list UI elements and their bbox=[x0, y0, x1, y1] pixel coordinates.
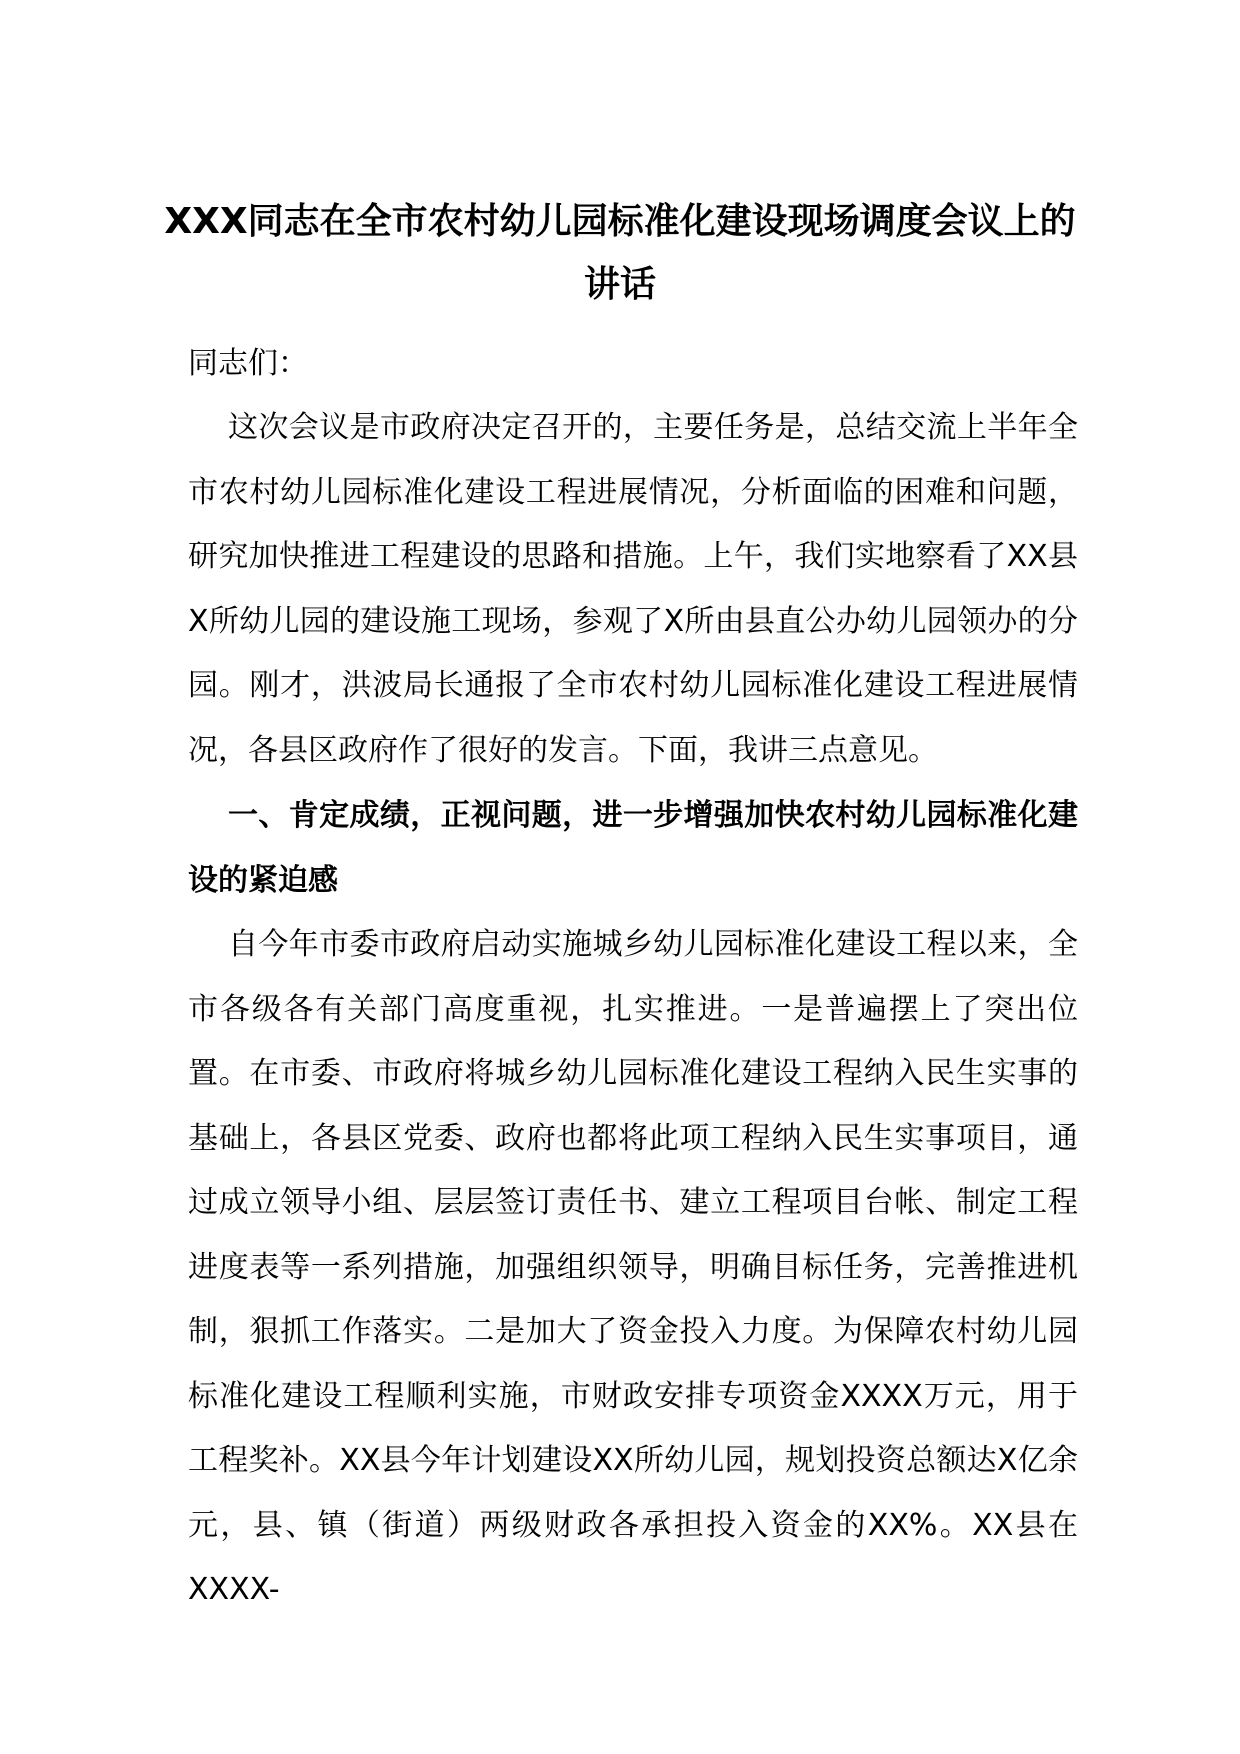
paragraph-intro: 这次会议是市政府决定召开的，主要任务是，总结交流上半年全市农村幼儿园标准化建设工程进展情况，分析面临的困难和问题，研究加快推进工程建设的思路和措施。上午，我们实地察看了XX县X所幼儿园的建设施工现场，参观了X所由县直公办幼儿园领办的分园。刚才，洪波局长通报了全市农村幼儿园标准化建设工程进展情况，各县区政府作了很好的发言。下面，我讲三点意见。 bbox=[188, 410, 1078, 768]
section-heading-1: 一、肯定成绩，正视问题，进一步增强加快农村幼儿园标准化建设的紧迫感 bbox=[188, 798, 1078, 898]
salutation: 同志们： bbox=[188, 346, 308, 381]
document-title-line-2: 讲话 bbox=[583, 264, 656, 305]
paragraph-achievements: 自今年市委市政府启动实施城乡幼儿园标准化建设工程以来，全市各级各有关部门高度重视，扎实推进。一是普遍摆上了突出位置。在市委、市政府将城乡幼儿园标准化建设工程纳入民生实事的基础上，各县区党委、政府也都将此项工程纳入民生实事项目，通过成立领导小组、层层签订责任书、建立工程项目台帐、制定工程进度表等一系列措施，加强组织领导，明确目标任务，完善推进机制，狠抓工作落实。二是加大了资金投入力度。为保障农村幼儿园标准化建设工程顺利实施，市财政安排专项资金XXXX万元，用于工程奖补。XX县今年计划建设XX所幼儿园，规划投资总额达X亿余元，县、镇（街道）两级财政各承担投入资金的XX%。XX县在XXXX- bbox=[188, 927, 1078, 1607]
document-title-line-1: XXX同志在全市农村幼儿园标准化建设现场调度会议上的 bbox=[164, 201, 1076, 242]
